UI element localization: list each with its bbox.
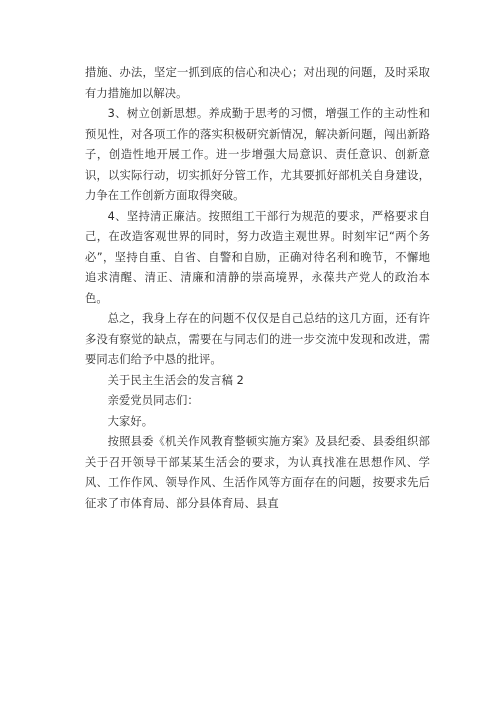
paragraph-3: 4、坚持清正廉洁。按照组工干部行为规范的要求，严格要求自己，在改造客观世界的同时，努力改造主观世界。时刻牢记“两个务必”，坚持自重、自省、自警和自励，正确对待名利和晚节，不懈地追求清醒、清正、清廉和清静的崇高境界，永葆共产党人的政治本色。 [85, 209, 430, 305]
paragraph-4: 总之，我身上存在的问题不仅仅是自己总结的这几方面，还有许多没有察觉的缺点，需要在与同志们的进一步交流中发现和改进，需要同志们给予中恳的批评。 [85, 312, 430, 366]
paragraph-1: 措施、办法，坚定一抓到底的信心和决心；对出现的问题，及时采取有力措施加以解决。 [85, 66, 430, 100]
paragraph-2: 3、树立创新思想。养成勤于思考的习惯，增强工作的主动性和预见性，对各项工作的落实积极研究新情况，解决新问题，闯出新路子，创造性地开展工作。进一步增强大局意识、责任意识、创新意识，以实际行动，切实抓好分管工作，尤其要抓好部机关自身建设，力争在工作创新方面取得突破。 [85, 107, 430, 202]
paragraph-5: 按照县委《机关作风教育整顿实施方案》及县纪委、县委组织部关于召开领导干部某某生活会的要求，为认真找准在思想作风、学风、工作作风、领导作风、生活作风等方面存在的问题，按要求先后征求了市体育局、部分县体育局、县直 [85, 435, 430, 510]
section-title: 关于民主生活会的发言稿 2 [107, 373, 244, 387]
document-body [85, 63, 430, 514]
greeting: 大家好。 [107, 414, 154, 428]
salutation: 亲爱党员同志们： [107, 394, 199, 407]
